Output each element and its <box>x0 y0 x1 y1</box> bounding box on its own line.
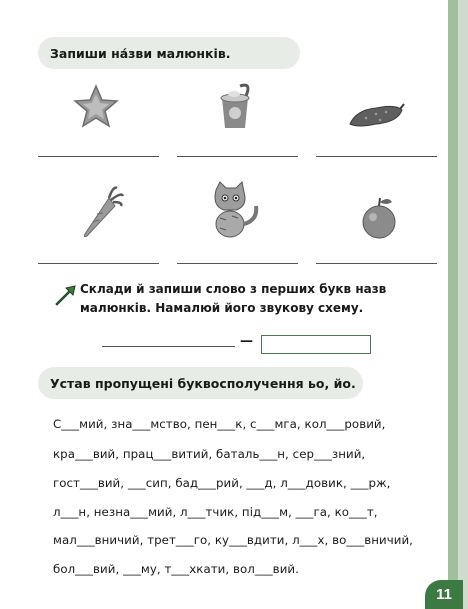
answer-line-2[interactable] <box>177 156 298 157</box>
task-banner-insert-letters <box>38 367 363 399</box>
dash: — <box>240 334 253 349</box>
apple-icon <box>349 188 409 248</box>
exercise-line-2: кра___вий, прац___витий, баталь___н, сер___зний, <box>53 447 366 461</box>
exercise-line-1: С___мий, зна___мство, пен___к, с___мга, кол___ровий, <box>53 417 386 431</box>
task-banner-name-pictures <box>38 37 300 69</box>
carrot-icon <box>70 182 130 242</box>
banner-title: Устав пропущені буквосполучення ьо, йо. <box>50 375 356 391</box>
answer-line-6[interactable] <box>316 263 437 264</box>
answer-line-3[interactable] <box>316 156 437 157</box>
exercise-line-5: мал___вничий, трет___го, ку___вдити, л___х, во___вничий, <box>53 533 413 547</box>
word-answer-line[interactable] <box>102 346 235 347</box>
exercise-line-3: гост___вий, ___сип, бад___рий, ___д, л___довик, ___рж, <box>53 476 391 490</box>
answer-line-5[interactable] <box>177 263 298 264</box>
cucumber-icon <box>346 84 406 144</box>
banner-title: Запиши на́зви малюнків. <box>50 45 231 61</box>
kitten-icon <box>204 180 264 240</box>
green-arrow-icon <box>53 284 77 306</box>
task-text-line-2: малюнків. Намалюй його звукову схему. <box>80 301 364 315</box>
answer-line-4[interactable] <box>38 263 159 264</box>
answer-line-1[interactable] <box>38 156 159 157</box>
exercise-line-4: л___н, незна___мий, л___тчик, під___м, ___га, ко___т, <box>53 505 378 519</box>
sound-scheme-box[interactable] <box>261 335 371 354</box>
yogurt-icon <box>205 76 265 136</box>
star-icon <box>66 76 126 136</box>
page-edge-stripe <box>448 0 458 609</box>
task-instruction <box>80 280 390 318</box>
task-text-line-1: Склади й запиши слово з перших букв назв <box>80 282 387 296</box>
exercise-line-6: бол___вий, ___му, т___хкати, вол___вий. <box>53 562 299 576</box>
page-number: 11 <box>425 580 463 609</box>
